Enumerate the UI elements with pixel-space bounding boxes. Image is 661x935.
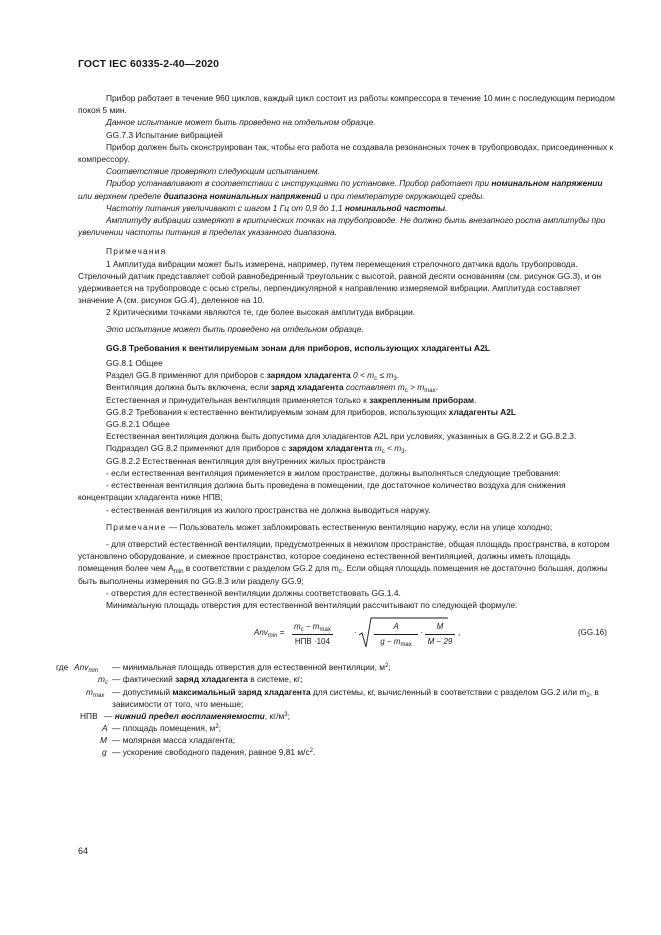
formula-end: ,	[458, 628, 461, 638]
list-item: - если естественная вентиляция применяется в жилом пространстве, должны выполняться следующие требования:	[106, 467, 561, 478]
paragraph: Естественная вентиляция должна быть допустима для хладагентов A2L при условиях, указанных в GG.8.2.2 и GG.8.2.3.	[106, 431, 577, 442]
definition-item: M — молярная масса хладагента;	[100, 735, 236, 746]
definition-item: НПВ — нижний предел воспламеняемости, $кг/м^3$;	[80, 710, 290, 721]
formula-number: (GG.16)	[578, 628, 607, 638]
note: 1 Амплитуда вибрации может быть измерена, например, путем перемещения стрелочного датчика вдоль трубопровода. Стрелочный датчик представляет собой равнобедренный треугольник с высотой, равной десяти основаниям (см. рисунок GG.3), и он удерживается на трубопроводе с осью стрелы, перпендикулярной к направлению измеряемой вибрации. Амплитуда составляет значение A (см. рисунок GG.4), деленное на 10.	[78, 258, 602, 306]
formula-gg16	[78, 615, 615, 657]
section-heading: GG.7.3 Испытание вибрацией	[106, 129, 223, 140]
note: 2 Критическими точками являются те, где более высокая амплитуда вибрации.	[106, 307, 416, 318]
paragraph: Вентиляция должна быть включена, если заряд хладагента составляет $m_c > m_{max}$.	[106, 382, 438, 395]
paragraph: Прибор должен быть сконструирован так, чтобы его работа не создавала резонансных точек в трубопроводах, присоединенных к компрессору.	[78, 141, 614, 165]
paragraph: Подраздел GG.8.2 применяют для приборов с зарядом хладагента $m_c < m_3$.	[106, 443, 407, 456]
paragraph: Амплитуду вибрации измеряют в критических точках на трубопроводе. Не должно быть внезапного роста амплитуды при увеличении частоты питания в пределах указанного диапазона.	[78, 215, 606, 238]
paragraph: Минимальную площадь отверстия для естественной вентиляции рассчитывают по следующей формуле:	[106, 599, 518, 610]
paragraph: Соответствие проверяют следующим испытанием.	[106, 166, 320, 177]
list-item: - для отверстий естественной вентиляции, предусмотренных в нежилом пространстве, общая площадь пространства, в котором установлено оборудование, и смежное пространство, которое соединено естественной вентиляцией, должны иметь площадь помещения более чем $A_{min}$ в соответствии с разделом GG.2 для $m_c$. Если общая площадь помещения не достаточно большая, должны быть выполнены измерения по GG.8.3 или разделу GG.9;	[78, 538, 610, 586]
paragraph: Естественная и принудительная вентиляция применяется только к закрепленным приборам.	[106, 394, 477, 405]
formula-dot: ·	[420, 628, 423, 638]
definition-item: где Anv$_{min}$ — минимальная площадь отверстия для естественной вентиляции, $м^2$;	[56, 662, 391, 675]
paragraph: Это испытание может быть проведено на отдельном образце.	[106, 323, 364, 334]
formula-lhs: Anv$_{min}$ =	[254, 628, 285, 640]
subsection-heading: GG.8.2.2 Естественная вентиляция для внутренних жилых пространств	[106, 455, 386, 466]
list-item: - отверстия для естественной вентиляции должны соответствовать GG.1.4.	[106, 587, 401, 598]
formula-fraction: $m_c - m_{max}$ НПВ ·104	[294, 622, 331, 647]
paragraph: Данное испытание может быть проведено на отдельном образце.	[106, 117, 376, 128]
notes-title: Примечания	[106, 246, 167, 257]
paragraph: Раздел GG.8 применяют для приборов с зарядом хладагента $0 < m_c \le m_3$.	[106, 370, 400, 383]
list-item: - естественная вентиляция должна быть проведена в помещении, где достаточное количество воздуха для снижения концентрации хладагента ниже НПВ;	[78, 480, 566, 503]
definition-item: g — ускорение свободного падения, равное 9,81 $м/с^2$.	[102, 747, 316, 758]
paragraph: Прибор работает в течение 960 циклов, каждый цикл состоит из работы компрессора в течение 10 мин с последующим периодом покоя 5 мин.	[78, 93, 615, 116]
page-content	[56, 92, 615, 759]
formula-dot: ·	[354, 628, 357, 638]
subsection-heading: GG.8.2 Требования к естественно вентилируемым зонам для приборов, использующих хладагенты A2L	[106, 406, 517, 417]
list-item: - естественная вентиляция из жилого пространства не должна выводиться наружу.	[106, 504, 431, 515]
document-header: ГОСТ IEC 60335-2-40—2020	[78, 58, 220, 70]
formula-fraction: $\frac{M}{M - 29}$	[425, 621, 455, 648]
definition-item: $m_c$ — фактический заряд хладагента в системе, кг;	[98, 674, 303, 687]
page-number: 64	[78, 846, 89, 856]
definition-item: $m_{max}$ — допустимый максимальный заряд хладагента для системы, кг, вычисленный в соответствии с разделом GG.2 или $m_2$, в зависимости от того, что меньше;	[86, 686, 599, 709]
subsection-heading: GG.8.2.1 Общее	[106, 419, 170, 430]
paragraph: Прибор устанавливают в соответствии с инструкциями по установке. Прибор работает при номинальном напряжении или верхнем пределе диапазона номинальных напряжений и при температуре окружающей среды.	[78, 178, 603, 201]
section-heading: GG.8 Требования к вентилируемым зонам для приборов, использующих хладагенты A2L	[106, 342, 491, 353]
paragraph: Частоту питания увеличивают с шагом 1 Гц от 0,9 до 1,1 номинальной частоты.	[106, 202, 448, 213]
formula-fraction: A $g - m_{max}$	[374, 621, 418, 648]
subsection-heading: GG.8.1 Общее	[106, 358, 163, 369]
definition-item: A — площадь помещения, $м^2$;	[102, 723, 221, 734]
definitions-list	[56, 661, 615, 759]
note: Примечание — Пользователь может заблокировать естественную вентиляцию наружу, если на улице холодно;	[106, 521, 553, 532]
